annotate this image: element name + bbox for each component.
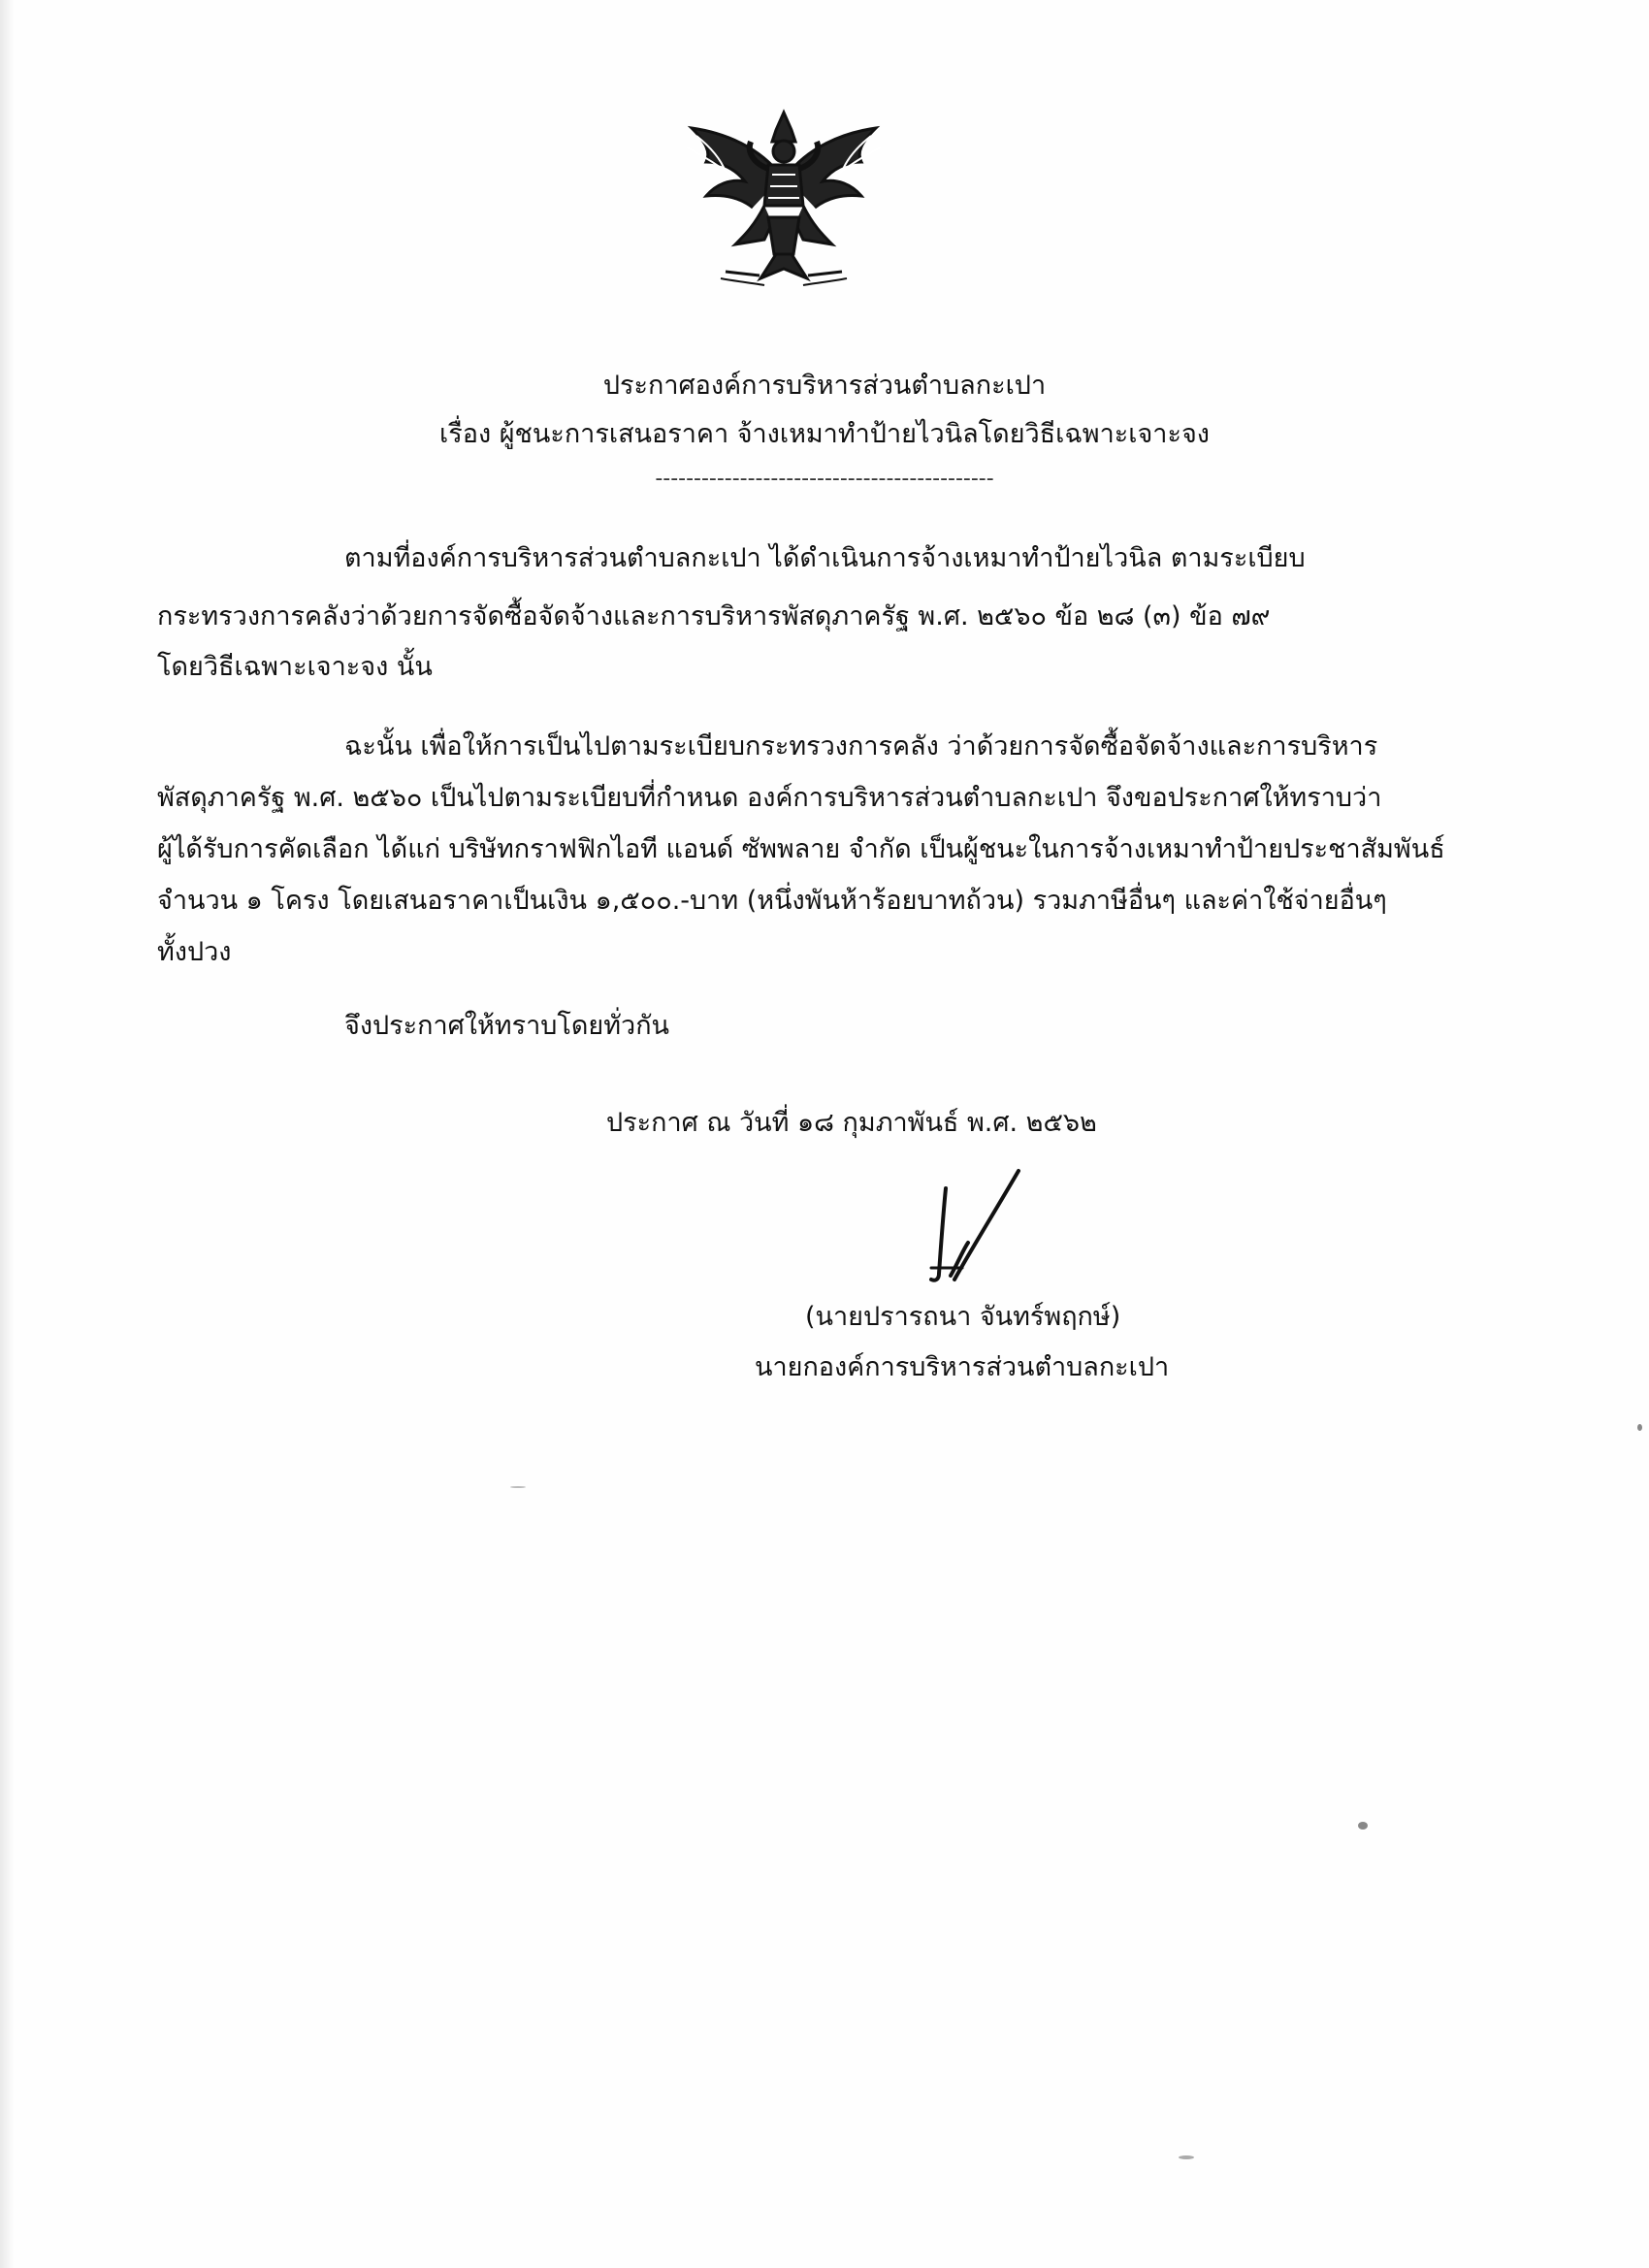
- paragraph1-line2: กระทรวงการคลังว่าด้วยการจัดซื้อจัดจ้างและการบริหารพัสดุภาครัฐ พ.ศ. ๒๕๖๐ ข้อ ๒๘ (๓) ข้อ ๗๙: [157, 601, 1271, 632]
- signer-name: (นายปรารถนา จันทร์พฤกษ์): [805, 1302, 1121, 1332]
- handwritten-signature: [892, 1159, 1048, 1295]
- scan-speck: [510, 1486, 526, 1488]
- scan-speck: [1358, 1822, 1368, 1830]
- title-separator: --------------------------------------------: [655, 467, 994, 491]
- paragraph1-line3: โดยวิธีเฉพาะเจาะจง นั้น: [157, 652, 433, 682]
- garuda-emblem-icon: [667, 109, 900, 293]
- document-subject: เรื่อง ผู้ชนะการเสนอราคา จ้างเหมาทำป้ายไวนิลโดยวิธีเฉพาะเจาะจง: [439, 419, 1210, 449]
- paragraph3: จึงประกาศให้ทราบโดยทั่วกัน: [344, 1011, 669, 1041]
- paragraph1-line1: ตามที่องค์การบริหารส่วนตำบลกะเปา ได้ดำเนินการจ้างเหมาทำป้ายไวนิล ตามระเบียบ: [344, 543, 1306, 573]
- paragraph2-line3: ผู้ได้รับการคัดเลือก ได้แก่ บริษัทกราฟฟิกไอที แอนด์ ซัพพลาย จำกัด เป็นผู้ชนะในการจ้างเหมาทำป้ายประชาสัมพันธ์: [157, 834, 1445, 864]
- paragraph2-line1: ฉะนั้น เพื่อให้การเป็นไปตามระเบียบกระทรวงการคลัง ว่าด้วยการจัดซื้อจัดจ้างและการบริหาร: [344, 731, 1378, 761]
- signer-position: นายกองค์การบริหารส่วนตำบลกะเปา: [755, 1352, 1170, 1382]
- paragraph2-line4: จำนวน ๑ โครง โดยเสนอราคาเป็นเงิน ๑,๕๐๐.-บาท (หนึ่งพันห้าร้อยบาทถ้วน) รวมภาษีอื่นๆ และค่าใช้จ่ายอื่นๆ: [157, 886, 1387, 916]
- announcement-date: ประกาศ ณ วันที่ ๑๘ กุมภาพันธ์ พ.ศ. ๒๕๖๒: [606, 1108, 1097, 1138]
- paragraph2-line2: พัสดุภาครัฐ พ.ศ. ๒๕๖๐ เป็นไปตามระเบียบที่กำหนด องค์การบริหารส่วนตำบลกะเปา จึงขอประกาศให้ทราบว่า: [157, 783, 1382, 813]
- paragraph2-line5: ทั้งปวง: [157, 937, 232, 967]
- scan-speck: [1179, 2155, 1194, 2159]
- document-title: ประกาศองค์การบริหารส่วนตำบลกะเปา: [602, 371, 1047, 401]
- scan-speck: [1637, 1424, 1642, 1431]
- scan-edge-shadow: [0, 0, 14, 2268]
